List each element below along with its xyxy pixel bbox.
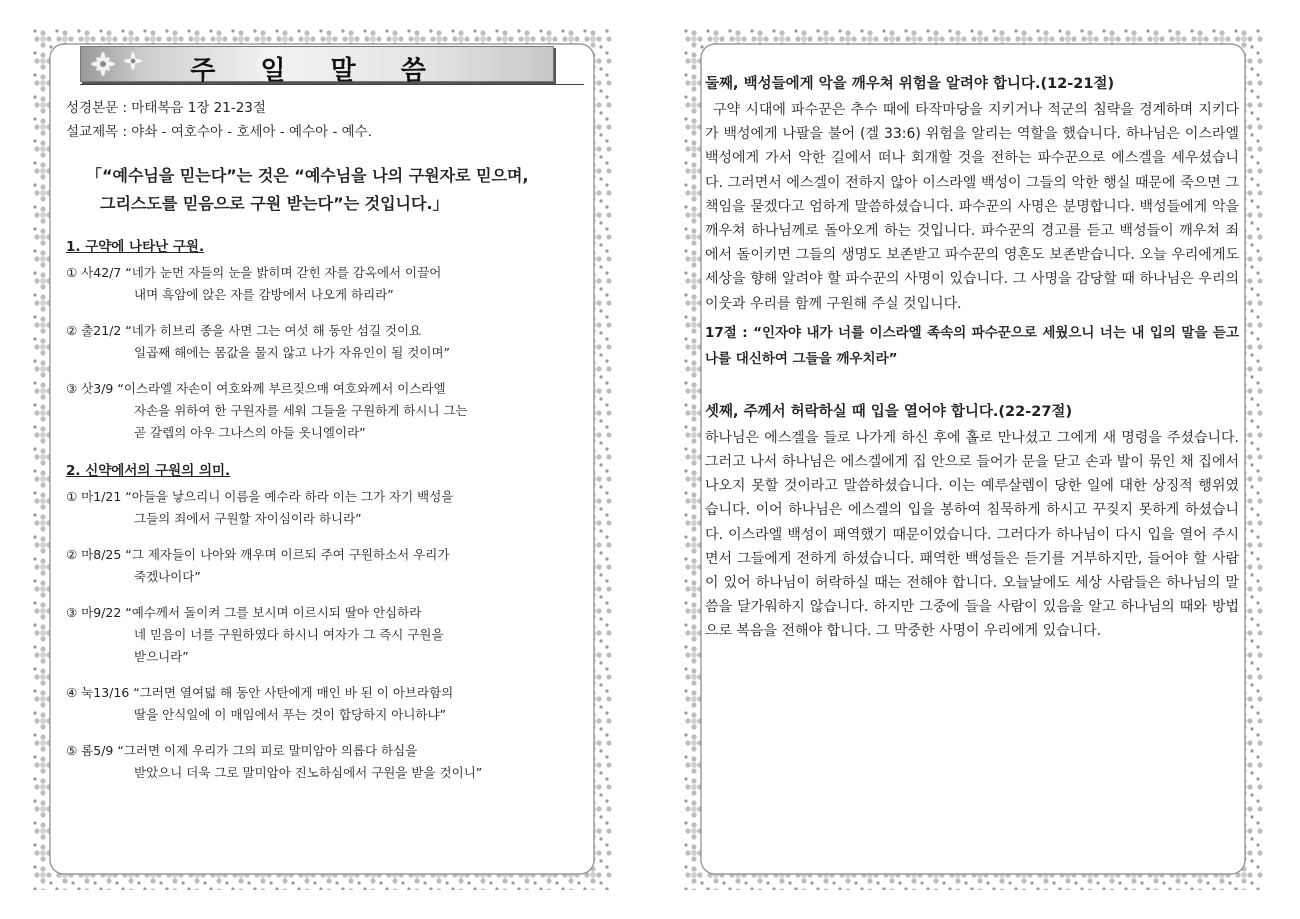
right-page	[683, 28, 1263, 890]
title-box	[80, 46, 554, 86]
verse-item: ① 사42/7 “네가 눈먼 자들의 눈을 밝히며 갇힌 자를 감옥에서 이끌어 내며 흑암에 앉은 자를 감방에서 나오게 하리라”	[66, 265, 442, 302]
sermon-title-line: 설교제목 : 야솨 - 여호수아 - 호세아 - 예수아 - 예수.	[66, 124, 372, 140]
verse-item: ② 마8/25 “그 제자들이 나아와 깨우며 이르되 주여 구원하소서 우리가 죽겠나이다”	[66, 547, 450, 584]
left-content	[66, 40, 584, 870]
quote-line-2: 그리스도를 믿음으로 구원 받는다”는 것입니다.」	[100, 194, 449, 213]
right-content	[705, 72, 1239, 644]
verse-item: ② 출21/2 “네가 히브리 종을 사면 그는 여섯 해 동안 섬길 것이요 일곱째 해에는 몸값을 물지 않고 나가 자유인이 될 것이며”	[66, 323, 450, 360]
section-heading-second: 둘째, 백성들에게 악을 깨우쳐 위험을 알려야 합니다.(12-21절)	[705, 76, 1115, 92]
section-heading-1: 1. 구약에 나타난 구원.	[66, 239, 205, 255]
sermon-meta	[66, 96, 584, 144]
verse-item: ⑤ 롬5/9 “그러면 이제 우리가 그의 피로 말미암아 의롭다 하심을 받았으니 더욱 그로 말미암아 진노하심에서 구원을 받을 것이니”	[66, 743, 483, 780]
left-page	[32, 28, 612, 890]
paragraph-second: 구약 시대에 파수꾼은 추수 때에 타작마당을 지키거나 적군의 침략을 경계하며 지키다가 백성에게 나팔을 불어 (겔 33:6) 위험을 알리는 역할을 했습니다. 하나님은 이스라엘 백성에게 가서 악한 길에서 떠나 회개할 것을 전하는 파수꾼으로 에스겔을 세우셨습니다. 그러면서 에스겔이 전하지 않아 이스라엘 백성이 그들의 악한 행실 때문에 죽으면 그 책임을 묻겠다고 엄하게 말씀하셨습니다. 파수꾼의 사명은 분명합니다. 백성들에게 악을 깨우쳐 하나님께로 돌아오게 하는 것입니다. 파수꾼의 경고를 듣고 백성들이 깨우쳐 죄에서 돌이키면 그들의 생명도 보존받고 파수꾼의 영혼도 보존받습니다. 오늘 우리에게도 세상을 향해 알려야 할 파수꾼의 사명이 있습니다. 그 사명을 감당할 때 하나님은 우리의 이웃과 우리를 함께 구원해 주실 것입니다.	[705, 102, 1239, 312]
title-divider	[80, 84, 584, 85]
verse-item: ③ 마9/22 “예수께서 돌이켜 그를 보시며 이르시되 딸아 안심하라 네 믿음이 너를 구원하였다 하시니 여자가 그 즉시 구원을 받으니라”	[66, 605, 444, 664]
quote-line-1: 「“예수님을 믿는다”는 것은 “예수님을 나의 구원자로 믿으며,	[86, 166, 529, 185]
paragraph-third: 하나님은 에스겔을 들로 나가게 하신 후에 홀로 만나셨고 그에게 새 명령을 주셨습니다. 그러고 나서 하나님은 에스겔에게 집 안으로 들어가 문을 닫고 손과 발이 묶인 채 집에서 나오지 못할 것이라고 말씀하셨습니다. 이는 예루살렘이 당한 일에 대한 상징적 행위였습니다. 이어 하나님은 에스겔의 입을 봉하여 침묵하게 하시고 꾸짖지 못하게 하셨습니다. 이스라엘 백성이 패역했기 때문이었습니다. 그러다가 하나님이 다시 입을 열어 주시면서 그들에게 전하게 하셨습니다. 패역한 백성들은 듣기를 거부하지만, 들어야 할 사람이 있어 하나님이 허락하실 때는 전해야 합니다. 오늘날에도 세상 사람들은 하나님의 말씀을 달가워하지 않습니다. 하지만 그중에 들을 사람이 있음을 알고 하나님의 때와 방법으로 복음을 전해야 합니다. 그 막중한 사명이 우리에게 있습니다.	[705, 429, 1239, 640]
verse-item: ③ 삿3/9 “이스라엘 자손이 여호와께 부르짖으매 여호와께서 이스라엘 자손을 위하여 한 구원자를 세워 그들을 구원하게 하시니 그는 곧 갈렙의 아우 그나스의 아들 옷니엘이라”	[66, 381, 468, 440]
section-heading-2: 2. 신약에서의 구원의 의미.	[66, 463, 231, 479]
key-quote	[86, 162, 584, 218]
section-heading-third: 셋째, 주께서 허락하실 때 입을 열어야 합니다.(22-27절)	[705, 403, 1073, 420]
verse-item: ① 마1/21 “아들을 낳으리니 이름을 예수라 하라 이는 그가 자기 백성을 그들의 죄에서 구원할 자이심이라 하니라”	[66, 489, 454, 526]
verse-item: ④ 눅13/16 “그러면 열여덟 해 동안 사탄에게 매인 바 된 이 아브라함의 딸을 안식일에 이 매임에서 푸는 것이 합당하지 아니하냐”	[66, 685, 454, 722]
title-banner	[80, 40, 584, 86]
scripture-line: 성경본문 : 마태복음 1장 21-23절	[66, 100, 266, 116]
verse-quote-17: 17절 : “인자야 내가 너를 이스라엘 족속의 파수꾼으로 세웠으니 너는 내 입의 말을 듣고 나를 대신하여 그들을 깨우치라”	[705, 324, 1239, 367]
page-title: 주 일 말 씀	[190, 56, 444, 86]
